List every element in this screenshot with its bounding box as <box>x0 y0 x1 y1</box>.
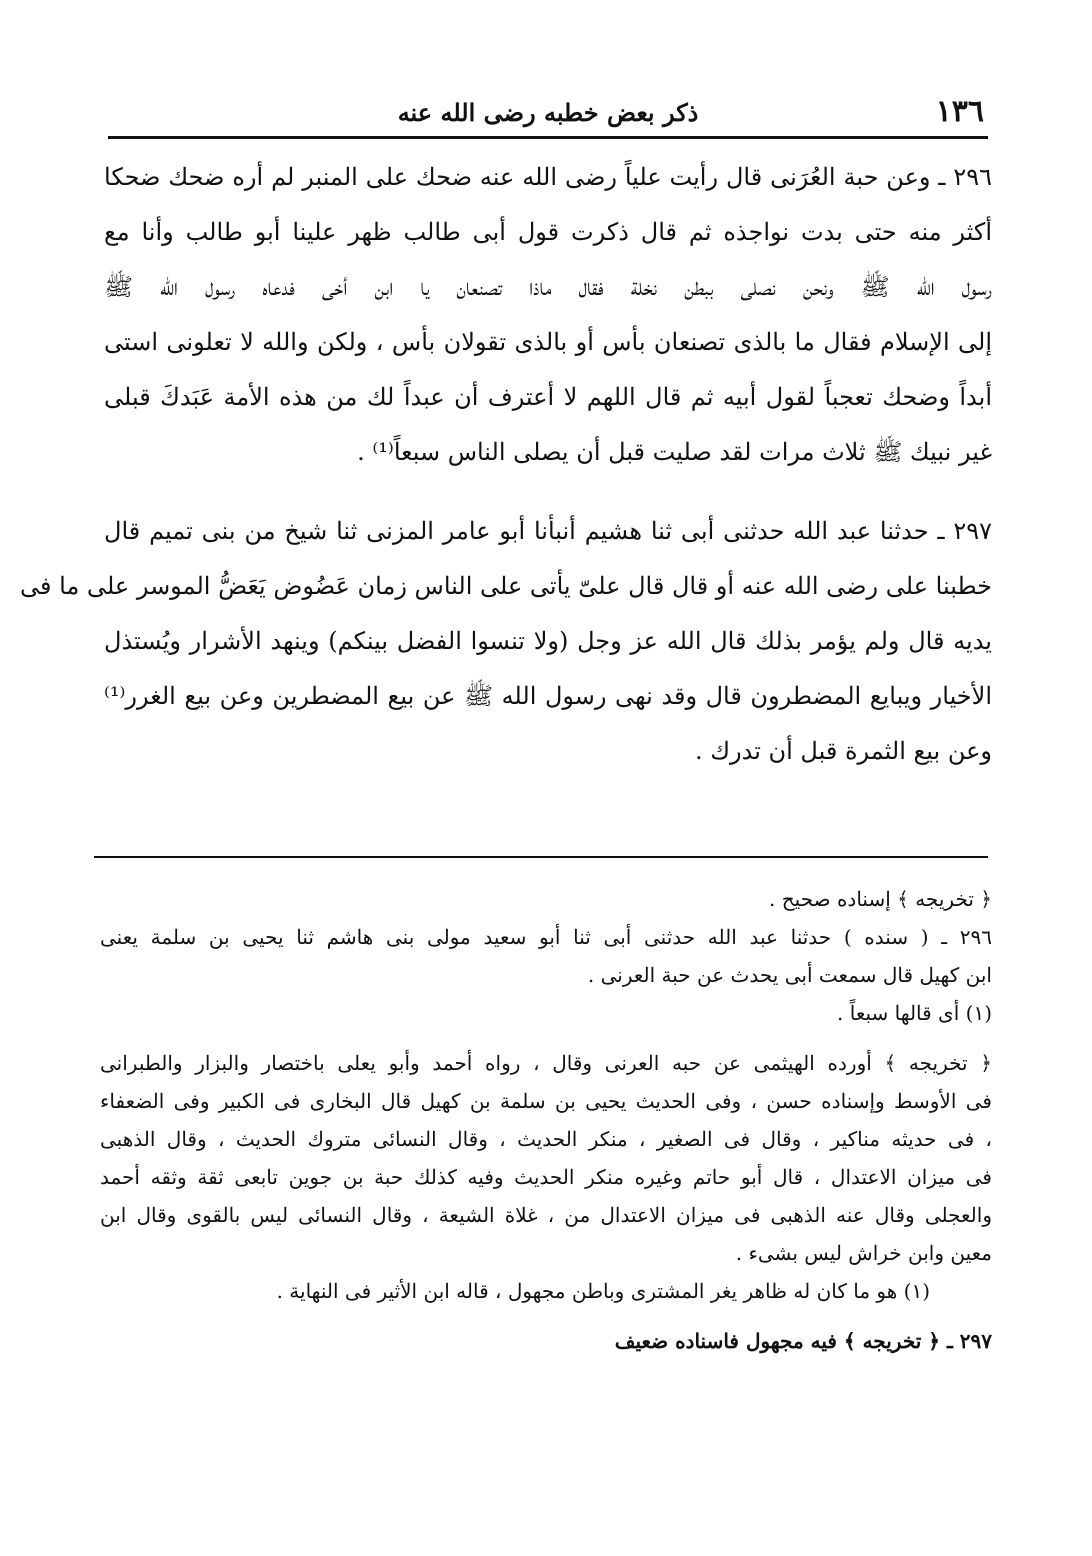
spacer <box>100 1032 992 1044</box>
hadith-296-line: إلى الإسلام فقال ما بالذى تصنعان بأس أو بالذى تقولان بأس ، ولكن والله لا تعلونى استى <box>104 328 992 356</box>
hadith-296-line: غير نبيك ﷺ ثلاث مرات لقد صليت قبل أن يصلى الناس سبعاً⁽¹⁾ . <box>357 438 992 466</box>
hadith-297-line: الأخيار ويبايع المضطرون قال وقد نهى رسول الله ﷺ عن بيع المضطرين وعن بيع الغرر⁽¹⁾ <box>104 682 992 710</box>
footnote-divider <box>94 856 988 858</box>
footnote-296: (١) أى قالها سبعاً . <box>837 1001 992 1025</box>
takhrij-296-long-line: ﴿ تخريجه ﴾ أورده الهيثمى عن حبه العرنى وقال ، رواه أحمد وأبو يعلى باختصار والبزار والطبرانى <box>100 1051 992 1075</box>
hadith-296-line: ٢٩٦ ـ وعن حبة العُرَنى قال رأيت علياً رضى الله عنه ضحك على المنبر لم أره ضحك ضحكا <box>104 163 992 191</box>
hadith-297 <box>20 504 992 779</box>
spacer <box>100 1310 992 1322</box>
header-rule <box>108 136 988 139</box>
takhrij-296-long-line: ، فى حديثه مناكير ، وقال فى الصغير ، منكر الحديث ، وقال النسائى متروك الحديث ، وقال الذهبى <box>100 1127 992 1151</box>
hadith-296-line: أكثر منه حتى بدت نواجذه ثم قال ذكرت قول أبى طالب ظهر علينا أبو طالب وأنا مع <box>104 218 992 246</box>
hadith-297-line: وعن بيع الثمرة قبل أن تدرك . <box>694 737 992 765</box>
running-title: ذكر بعض خطبه رضى الله عنه <box>397 98 699 127</box>
hadith-297-line: خطبنا على رضى الله عنه أو قال قال علىّ يأتى على الناس زمان عَضُوض يَعَضُّ الموسر على ما فى <box>20 572 992 600</box>
takhrij-296-long-line: فى ميزان الاعتدال ، قال أبو حاتم وغيره منكر الحديث وفيه كذلك حبة بن جوين تابعى ثقة وثقه أحمد <box>100 1165 992 1189</box>
takhrij-296-long-line: فى الأوسط وإسناده حسن ، وفى الحديث يحيى بن سلمة بن كهيل قال البخارى فى الكبير وفى الضعفاء <box>100 1089 992 1113</box>
hadith-296-line: أبداً وضحك تعجباً لقول أبيه ثم قال اللهم لا أعترف أن عبداً لك من هذه الأمة عَبَدكَ قبلى <box>104 383 992 411</box>
hadith-296 <box>104 150 992 480</box>
main-text <box>20 150 992 779</box>
hadith-297-line: يديه قال ولم يؤمر بذلك قال الله عز وجل (ولا تنسوا الفضل بينكم) وينهد الأشرار ويُستذل <box>104 627 992 655</box>
takhrij-297: ٢٩٧ ـ ﴿ تخريجه ﴾ فيه مجهول فاسناده ضعيف <box>614 1329 992 1353</box>
hadith-296-line: رسول الله ﷺ ونحن نصلى ببطن نخلة فقال ماذا تصنعان يا ابن أخى فدعاه رسول الله ﷺ <box>104 273 992 301</box>
page-number: ١٣٦ <box>935 94 984 129</box>
sanad-296-line: ٢٩٦ ـ ( سنده ) حدثنا عبد الله حدثنى أبى ثنا أبو سعيد مولى بنى هاشم ثنا يحيى بن سلمة يعنى <box>100 925 992 949</box>
footnotes <box>100 880 992 1360</box>
takhrij-296-long-line: والعجلى وقال عنه الذهبى فى ميزان الاعتدال من ، غلاة الشيعة ، وقال النسائى ليس بالقوى وقال ابن <box>100 1203 992 1227</box>
sanad-296-line: ابن كهيل قال سمعت أبى يحدث عن حبة العرنى . <box>587 963 992 987</box>
takhrij-296: ﴿ تخريجه ﴾ إسناده صحيح . <box>769 887 992 911</box>
page-header <box>104 92 992 132</box>
hadith-297-line: ٢٩٧ ـ حدثنا عبد الله حدثنى أبى ثنا هشيم أنبأنا أبو عامر المزنى ثنا شيخ من بنى تميم قال <box>104 517 992 545</box>
footnote-297: (١) هو ما كان له ظاهر يغر المشترى وباطن مجهول ، قاله ابن الأثير فى النهاية . <box>276 1279 930 1303</box>
takhrij-296-long-line: معين وابن خراش ليس بشىء . <box>735 1241 992 1265</box>
